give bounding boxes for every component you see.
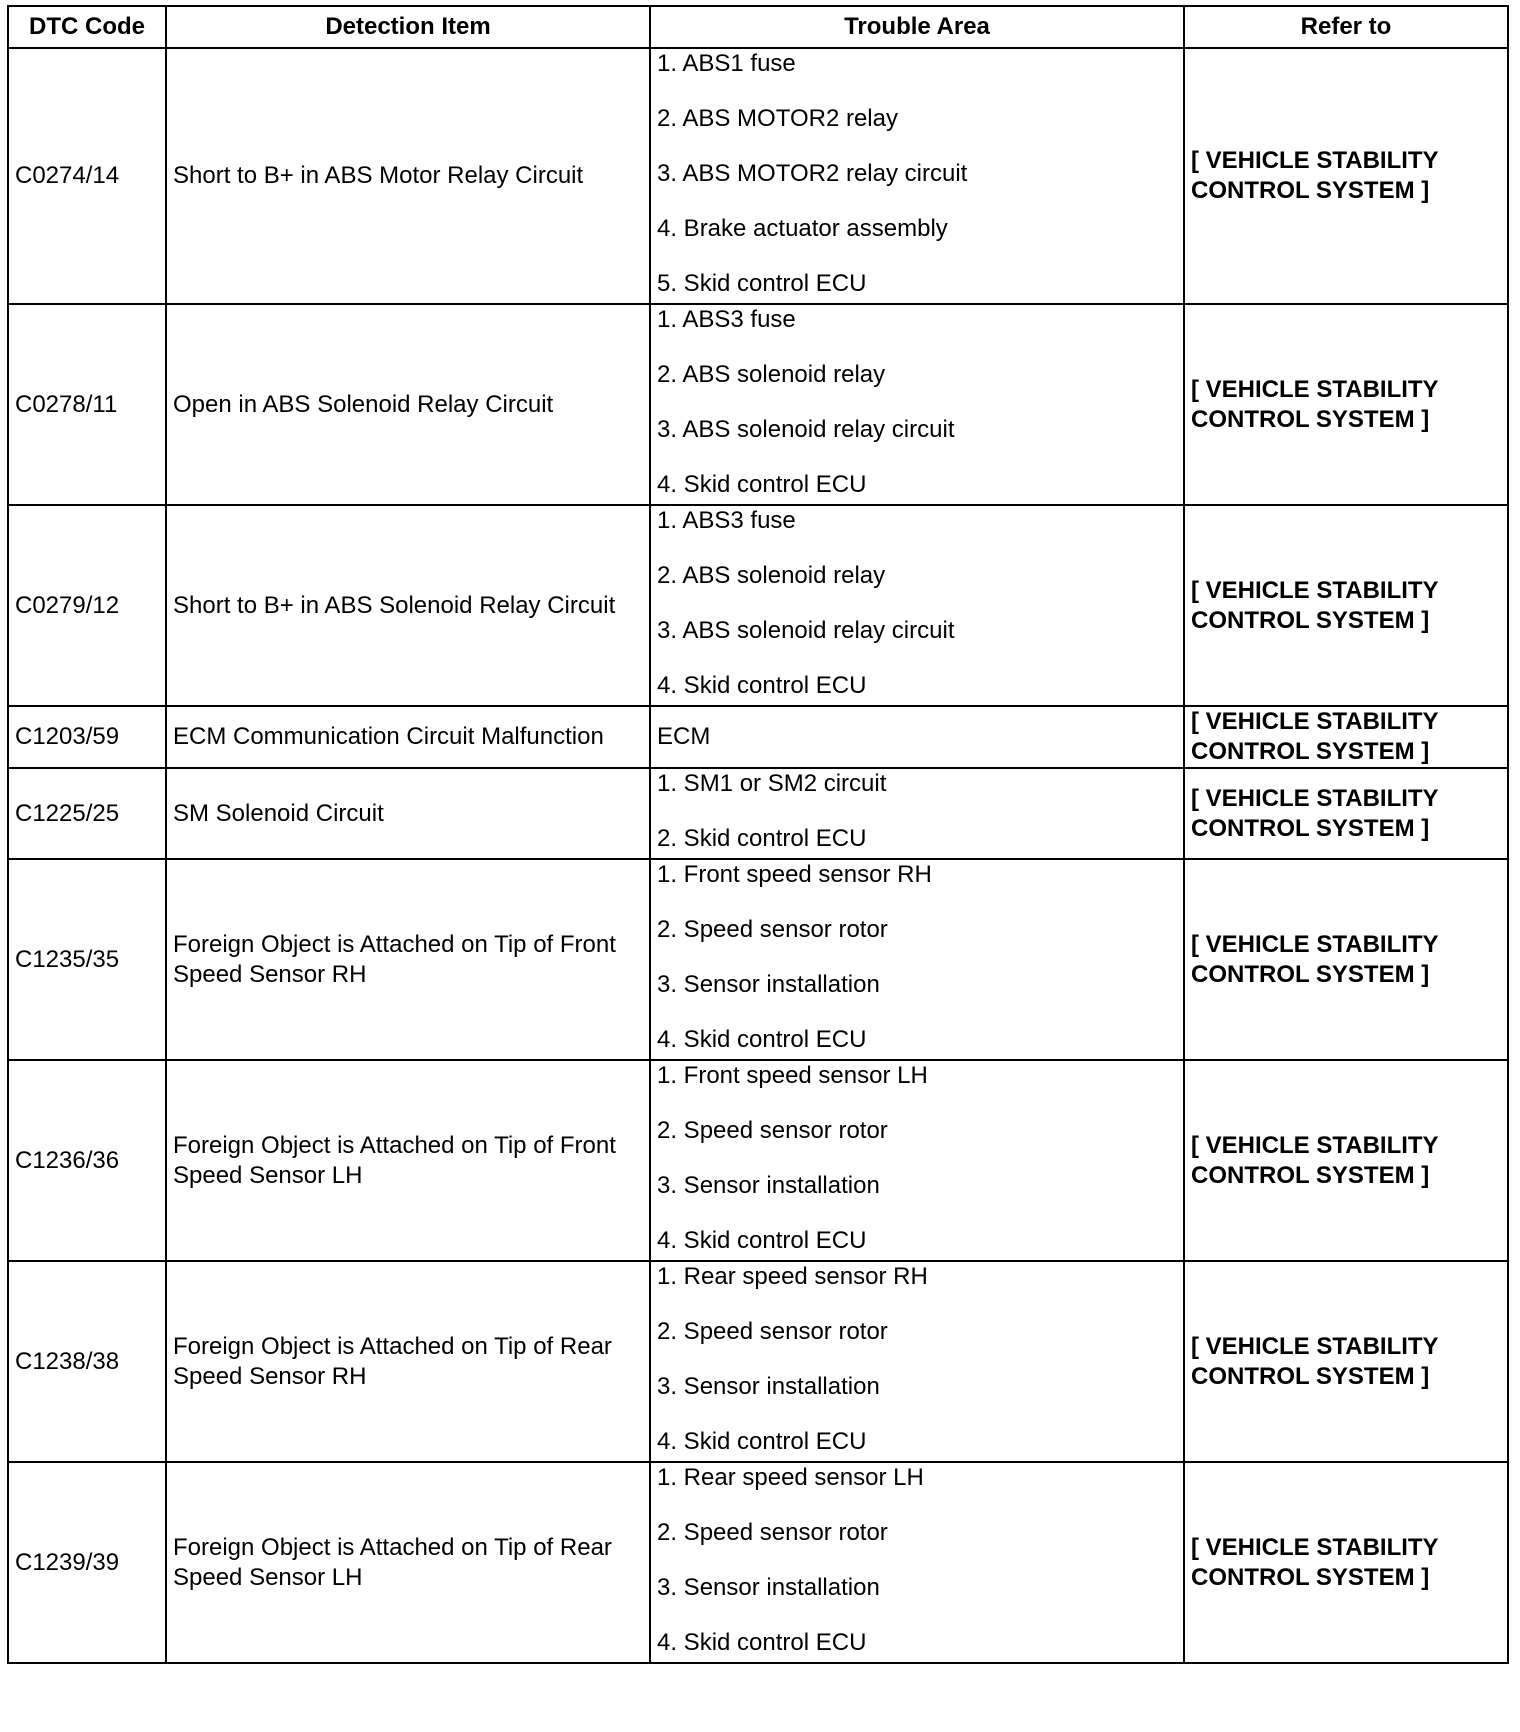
table-row <box>8 304 1508 505</box>
dtc-code-cell: C0274/14 <box>8 48 166 304</box>
trouble-area-item: 4. Skid control ECU <box>657 1026 867 1053</box>
trouble-area-item: 1. ABS3 fuse <box>657 306 796 333</box>
detection-item-cell: Short to B+ in ABS Solenoid Relay Circuit <box>166 505 650 706</box>
detection-item-cell: Foreign Object is Attached on Tip of Front Speed Sensor RH <box>166 859 650 1060</box>
detection-item-cell: Open in ABS Solenoid Relay Circuit <box>166 304 650 505</box>
dtc-code-cell: C1235/35 <box>8 859 166 1060</box>
trouble-area-item: 5. Skid control ECU <box>657 270 867 297</box>
trouble-area-item: 4. Skid control ECU <box>657 672 867 699</box>
dtc-code-cell: C0279/12 <box>8 505 166 706</box>
trouble-area-cell <box>650 1462 1184 1663</box>
refer-to-line: [ VEHICLE STABILITY <box>1191 375 1439 403</box>
trouble-area-item: 1. SM1 or SM2 circuit <box>657 770 887 797</box>
dtc-code-cell: C1225/25 <box>8 768 166 859</box>
refer-to-line: [ VEHICLE STABILITY <box>1191 1533 1439 1561</box>
trouble-area-item: 3. Sensor installation <box>657 1574 880 1601</box>
refer-to-line: CONTROL SYSTEM ] <box>1191 405 1430 433</box>
trouble-area-item: 1. Front speed sensor RH <box>657 861 932 888</box>
detection-item-cell: ECM Communication Circuit Malfunction <box>166 706 650 768</box>
trouble-area-item: 1. ABS1 fuse <box>657 50 796 77</box>
header-trouble-area: Trouble Area <box>650 6 1184 48</box>
refer-to-line: [ VEHICLE STABILITY <box>1191 784 1439 812</box>
trouble-area-item: 1. Rear speed sensor RH <box>657 1263 928 1290</box>
refer-to-line: [ VEHICLE STABILITY <box>1191 147 1439 174</box>
dtc-code-cell: C1236/36 <box>8 1060 166 1261</box>
detection-item-cell: Foreign Object is Attached on Tip of Front Speed Sensor LH <box>166 1060 650 1261</box>
trouble-area-item: 3. ABS solenoid relay circuit <box>657 617 955 644</box>
table-row <box>8 859 1508 1060</box>
dtc-code-cell: C1203/59 <box>8 706 166 768</box>
refer-to-cell <box>1184 859 1508 1060</box>
header-dtc-code: DTC Code <box>8 6 166 48</box>
refer-to-line: [ VEHICLE STABILITY <box>1191 1131 1439 1159</box>
refer-to-line: [ VEHICLE STABILITY <box>1191 930 1439 958</box>
trouble-area-item: 2. Speed sensor rotor <box>657 1318 888 1345</box>
trouble-area-item: ECM <box>657 723 711 750</box>
dtc-code-cell: C1238/38 <box>8 1261 166 1462</box>
refer-to-line: [ VEHICLE STABILITY <box>1191 1332 1439 1360</box>
refer-to-cell <box>1184 768 1508 859</box>
trouble-area-item: 4. Skid control ECU <box>657 1629 867 1656</box>
trouble-area-item: 1. ABS3 fuse <box>657 507 796 534</box>
detection-item-cell: Foreign Object is Attached on Tip of Rear Speed Sensor LH <box>166 1462 650 1663</box>
trouble-area-item: 4. Skid control ECU <box>657 1428 867 1455</box>
table-row <box>8 706 1508 768</box>
table-header-row <box>8 6 1508 48</box>
trouble-area-item: 2. ABS solenoid relay <box>657 361 886 388</box>
dtc-code-cell: C0278/11 <box>8 304 166 505</box>
table-row <box>8 768 1508 859</box>
trouble-area-cell <box>650 48 1184 304</box>
refer-to-line: CONTROL SYSTEM ] <box>1191 1161 1430 1189</box>
refer-to-cell <box>1184 1462 1508 1663</box>
trouble-area-item: 2. Speed sensor rotor <box>657 916 888 943</box>
trouble-area-item: 2. Speed sensor rotor <box>657 1519 888 1546</box>
detection-item-cell: Short to B+ in ABS Motor Relay Circuit <box>166 48 650 304</box>
refer-to-line: [ VEHICLE STABILITY <box>1191 708 1439 735</box>
detection-item-cell: SM Solenoid Circuit <box>166 768 650 859</box>
table-row <box>8 505 1508 706</box>
trouble-area-item: 4. Brake actuator assembly <box>657 215 948 242</box>
header-refer-to: Refer to <box>1184 6 1508 48</box>
trouble-area-item: 2. ABS MOTOR2 relay <box>657 105 898 132</box>
trouble-area-item: 2. Skid control ECU <box>657 825 867 852</box>
refer-to-line: [ VEHICLE STABILITY <box>1191 576 1439 604</box>
table-body <box>8 48 1508 1663</box>
table-row <box>8 1261 1508 1462</box>
refer-to-cell <box>1184 1261 1508 1462</box>
refer-to-line: CONTROL SYSTEM ] <box>1191 177 1430 204</box>
trouble-area-item: 1. Front speed sensor LH <box>657 1062 928 1089</box>
trouble-area-item: 2. Speed sensor rotor <box>657 1117 888 1144</box>
refer-to-cell <box>1184 505 1508 706</box>
dtc-table <box>7 5 1509 1664</box>
table-row <box>8 1462 1508 1663</box>
trouble-area-cell <box>650 1060 1184 1261</box>
trouble-area-item: 4. Skid control ECU <box>657 471 867 498</box>
trouble-area-cell <box>650 304 1184 505</box>
refer-to-line: CONTROL SYSTEM ] <box>1191 960 1430 988</box>
trouble-area-cell <box>650 768 1184 859</box>
trouble-area-item: 4. Skid control ECU <box>657 1227 867 1254</box>
refer-to-line: CONTROL SYSTEM ] <box>1191 606 1430 634</box>
trouble-area-item: 1. Rear speed sensor LH <box>657 1464 924 1491</box>
trouble-area-item: 3. Sensor installation <box>657 1373 880 1400</box>
trouble-area-item: 3. Sensor installation <box>657 971 880 998</box>
table-row <box>8 1060 1508 1261</box>
trouble-area-cell <box>650 706 1184 768</box>
refer-to-line: CONTROL SYSTEM ] <box>1191 738 1430 765</box>
refer-to-line: CONTROL SYSTEM ] <box>1191 1362 1430 1390</box>
refer-to-line: CONTROL SYSTEM ] <box>1191 1563 1430 1591</box>
refer-to-cell <box>1184 304 1508 505</box>
trouble-area-cell <box>650 1261 1184 1462</box>
detection-item-cell: Foreign Object is Attached on Tip of Rear Speed Sensor RH <box>166 1261 650 1462</box>
trouble-area-cell <box>650 859 1184 1060</box>
dtc-code-cell: C1239/39 <box>8 1462 166 1663</box>
refer-to-cell <box>1184 706 1508 768</box>
refer-to-cell <box>1184 1060 1508 1261</box>
trouble-area-item: 3. ABS MOTOR2 relay circuit <box>657 160 968 187</box>
refer-to-cell <box>1184 48 1508 304</box>
trouble-area-item: 2. ABS solenoid relay <box>657 562 886 589</box>
trouble-area-item: 3. ABS solenoid relay circuit <box>657 416 955 443</box>
refer-to-line: CONTROL SYSTEM ] <box>1191 814 1430 842</box>
table-row <box>8 48 1508 304</box>
trouble-area-item: 3. Sensor installation <box>657 1172 880 1199</box>
trouble-area-cell <box>650 505 1184 706</box>
header-detection-item: Detection Item <box>166 6 650 48</box>
